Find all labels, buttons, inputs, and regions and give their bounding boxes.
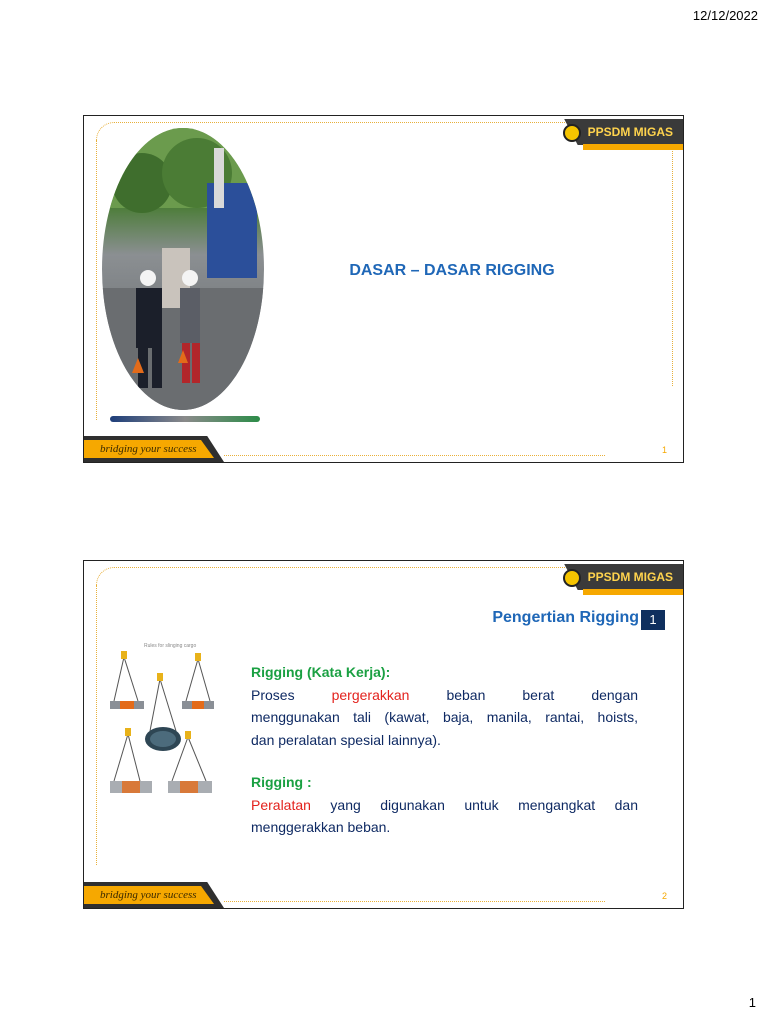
brand-name: PPSDM MIGAS xyxy=(587,125,673,139)
brand-header xyxy=(538,561,683,597)
slide-title: Pengertian Rigging xyxy=(492,609,639,626)
text-run: beban xyxy=(446,686,486,703)
decorative-border xyxy=(672,146,673,386)
highlight-term: pergerakkan xyxy=(331,686,410,703)
text-run: yang digunakan untuk mengangkat dan xyxy=(330,796,638,813)
illustration-caption: Rules for slinging cargo xyxy=(144,643,197,649)
footer-tagline xyxy=(84,880,229,908)
decorative-border xyxy=(96,585,97,865)
text-run: Proses xyxy=(251,686,295,703)
ppsdm-logo-icon xyxy=(563,569,581,587)
decorative-border xyxy=(96,140,97,420)
slinging-cargo-illustration xyxy=(106,639,216,809)
decorative-stripe xyxy=(110,416,260,422)
definition-text: menggunakan tali (kawat, baja, manila, rantai, hoists, xyxy=(251,709,638,725)
text-run: dengan xyxy=(591,686,639,703)
slide-badge: 1 xyxy=(641,610,665,630)
ppsdm-logo-icon xyxy=(563,124,581,142)
definition-text: menggerakkan beban. xyxy=(251,819,391,835)
slide-2 xyxy=(83,560,684,909)
print-date: 12/12/2022 xyxy=(692,8,758,23)
decorative-border xyxy=(224,901,605,902)
slide-number: 2 xyxy=(661,891,667,901)
slide-title: DASAR – DASAR RIGGING xyxy=(349,262,555,279)
brand-header xyxy=(538,116,683,152)
tagline-text: bridging your success xyxy=(100,889,197,901)
slide-number: 1 xyxy=(661,445,667,455)
brand-name: PPSDM MIGAS xyxy=(587,570,673,584)
decorative-border xyxy=(224,455,605,456)
footer-tagline xyxy=(84,434,229,462)
rigging-photo xyxy=(102,128,264,410)
definition-heading: Rigging (Kata Kerja): xyxy=(251,664,391,680)
definition-text xyxy=(251,684,638,707)
definition-text xyxy=(251,794,638,817)
text-run: berat xyxy=(522,686,555,703)
page-number: 1 xyxy=(748,995,756,1010)
definition-heading: Rigging : xyxy=(251,774,312,790)
definition-content xyxy=(251,661,638,839)
definition-text: dan peralatan spesial lainnya). xyxy=(251,731,441,748)
tagline-text: bridging your success xyxy=(100,443,197,455)
slide-1 xyxy=(83,115,684,463)
highlight-term: Peralatan xyxy=(251,796,311,813)
